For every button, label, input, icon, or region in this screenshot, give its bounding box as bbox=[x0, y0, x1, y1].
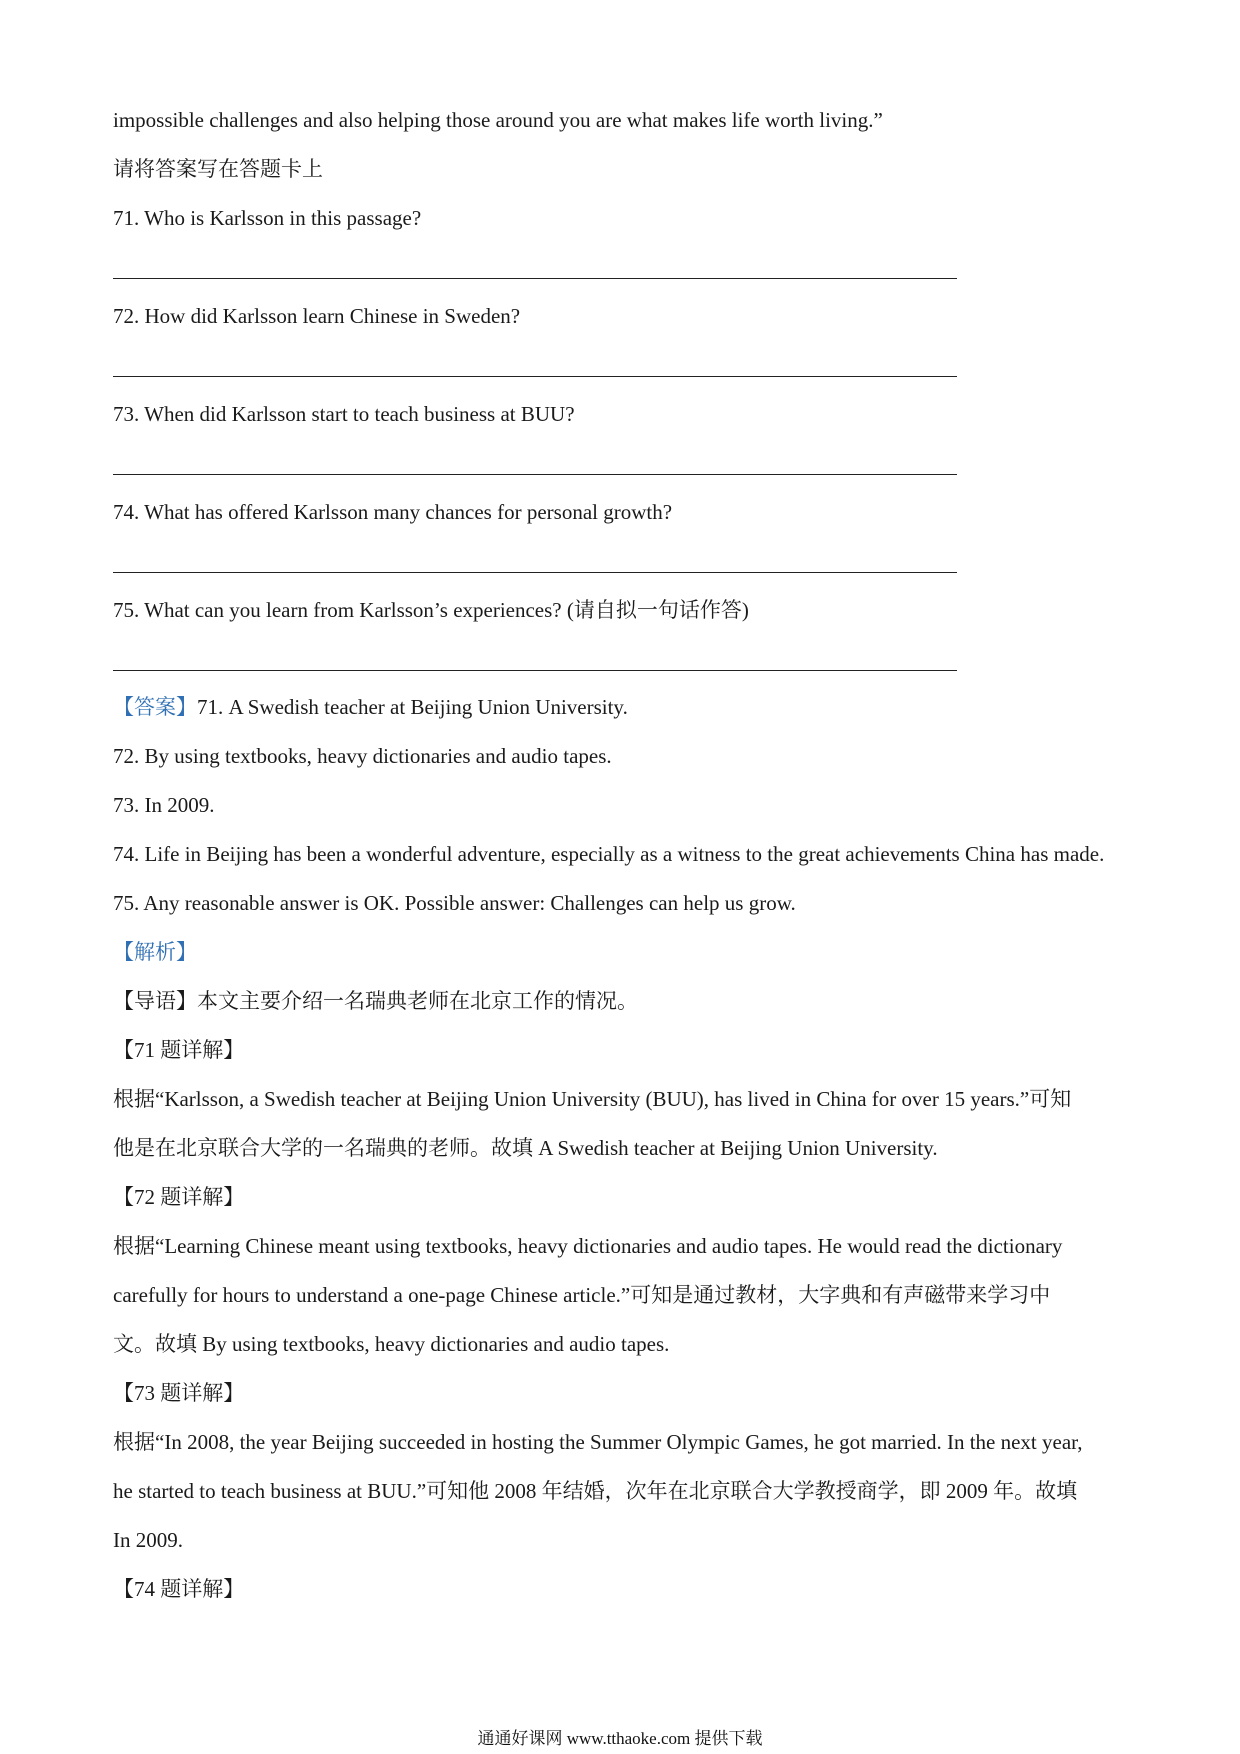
answer-74: 74. Life in Beijing has been a wonderful adventure, especially as a witness to the great achievements China has made. bbox=[113, 842, 1105, 866]
answer-line-71 bbox=[113, 278, 957, 279]
answer-line-75 bbox=[113, 670, 957, 671]
question-74: 74. What has offered Karlsson many chances for personal growth? bbox=[113, 500, 673, 524]
answer-line-73 bbox=[113, 474, 957, 475]
question-71: 71. Who is Karlsson in this passage? bbox=[113, 206, 422, 230]
question-75: 75. What can you learn from Karlsson’s experiences? (请自拟一句话作答) bbox=[113, 598, 749, 622]
question-73: 73. When did Karlsson start to teach business at BUU? bbox=[113, 402, 575, 426]
page-footer: 通通好课网 www.tthaoke.com 提供下载 bbox=[477, 1729, 763, 1748]
detail-73-line: he started to teach business at BUU.”可知他 2008 年结婚，次年在北京联合大学教授商学，即 2009 年。故填 bbox=[113, 1479, 1078, 1503]
answer-75: 75. Any reasonable answer is OK. Possible answer: Challenges can help us grow. bbox=[113, 891, 796, 915]
detail-71-line: 根据“Karlsson, a Swedish teacher at Beijing Union University (BUU), has lived in China for over 15 years.”可知 bbox=[113, 1087, 1072, 1111]
instruction-text: 请将答案写在答题卡上 bbox=[113, 157, 323, 181]
answer-72: 72. By using textbooks, heavy dictionaries and audio tapes. bbox=[113, 744, 612, 768]
question-72: 72. How did Karlsson learn Chinese in Sweden? bbox=[113, 304, 521, 328]
detail-73-line: 根据“In 2008, the year Beijing succeeded in hosting the Summer Olympic Games, he got married. In the next year, bbox=[113, 1430, 1083, 1454]
detail-72-line: carefully for hours to understand a one-page Chinese article.”可知是通过教材，大字典和有声磁带来学习中 bbox=[113, 1283, 1051, 1307]
detail-73-heading: 【73 题详解】 bbox=[113, 1381, 245, 1405]
answer-block-first-line bbox=[113, 692, 628, 722]
detail-73-line: In 2009. bbox=[113, 1528, 183, 1552]
answer-line-74 bbox=[113, 572, 957, 573]
detail-72-line: 根据“Learning Chinese meant using textbooks, heavy dictionaries and audio tapes. He would read the dictionary bbox=[113, 1234, 1063, 1258]
detail-71-line: 他是在北京联合大学的一名瑞典的老师。故填 A Swedish teacher at Beijing Union University. bbox=[113, 1136, 938, 1160]
analysis-tag: 【解析】 bbox=[113, 940, 197, 964]
detail-72-heading: 【72 题详解】 bbox=[113, 1185, 245, 1209]
detail-72-line: 文。故填 By using textbooks, heavy dictionaries and audio tapes. bbox=[113, 1332, 670, 1356]
detail-74-heading: 【74 题详解】 bbox=[113, 1577, 245, 1601]
answer-line-72 bbox=[113, 376, 957, 377]
answer-71: 71. A Swedish teacher at Beijing Union University. bbox=[197, 695, 628, 719]
detail-71-heading: 【71 题详解】 bbox=[113, 1038, 245, 1062]
answer-73: 73. In 2009. bbox=[113, 793, 215, 817]
answer-tag: 【答案】 bbox=[113, 695, 197, 719]
passage-tail: impossible challenges and also helping those around you are what makes life worth living.” bbox=[113, 108, 883, 132]
analysis-guide: 【导语】本文主要介绍一名瑞典老师在北京工作的情况。 bbox=[113, 989, 638, 1013]
